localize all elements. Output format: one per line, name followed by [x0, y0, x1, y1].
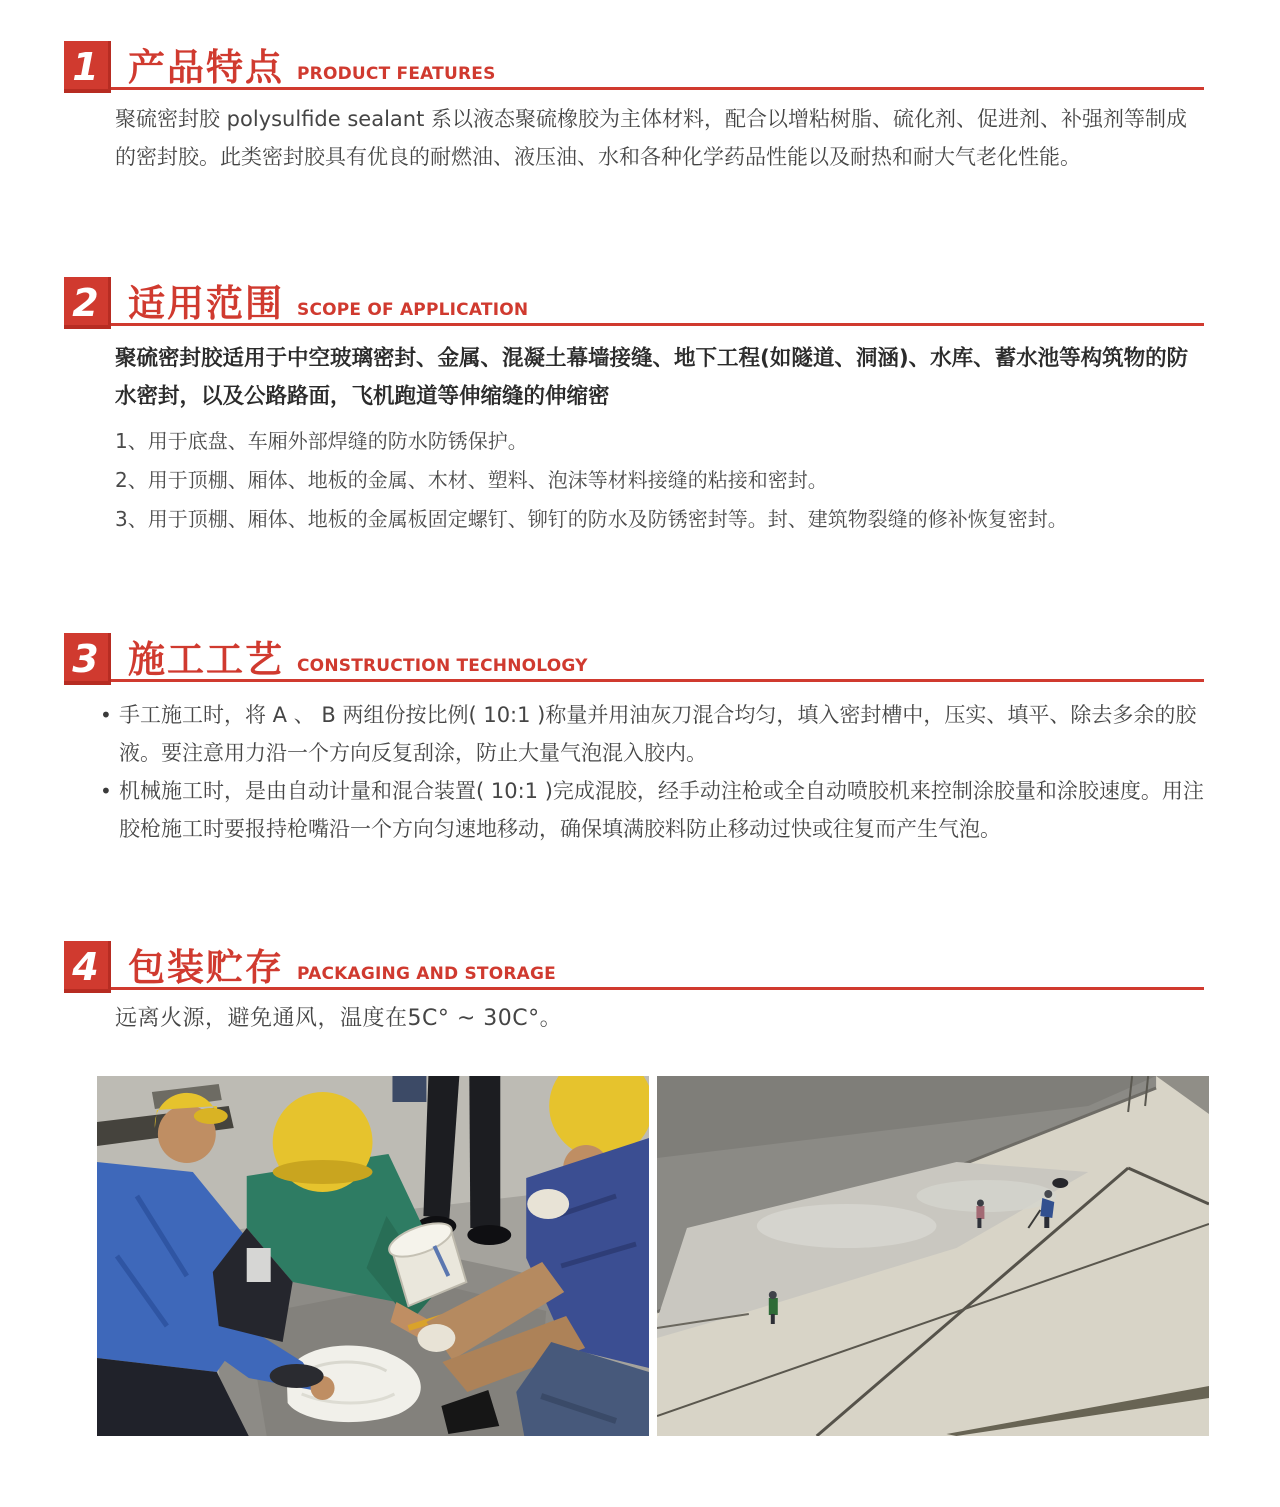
section-title-en: PRODUCT FEATURES — [297, 64, 496, 84]
section-number-badge — [64, 941, 111, 993]
section-paragraph: 聚硫密封胶 polysulfide sealant 系以液态聚硫橡胶为主体材料，配合以增粘树脂、硫化剂、促进剂、补强剂等制成的密封胶。此类密封胶具有优良的耐燃油、液压油、水和各种化学药品性能以及耐热和耐大气老化性能。 — [115, 107, 1188, 169]
section-construction-technology — [64, 632, 1204, 848]
section-title-en: PACKAGING AND STORAGE — [297, 964, 556, 984]
construction-steps-list — [100, 696, 1204, 848]
bullet-text: 机械施工时，是由自动计量和混合装置( 10:1 )完成混胶，经手动注枪或全自动喷胶机来控制涂胶量和涂胶速度。用注胶枪施工时要报持枪嘴沿一个方向匀速地移动，确保填满胶料防止移动过快或往复而产生气泡。 — [119, 779, 1204, 841]
section-header — [64, 632, 1204, 682]
workers-mixing-sealant-illustration — [97, 1076, 649, 1436]
section-number: 4 — [72, 945, 99, 989]
section-number-badge — [64, 277, 111, 329]
application-list — [115, 426, 1204, 534]
section-title-zh: 施工工艺 — [128, 638, 284, 681]
section-number: 3 — [72, 637, 99, 681]
bullet-item — [100, 696, 1204, 772]
photo-row — [97, 1076, 1204, 1436]
section-packaging-and-storage — [64, 940, 1204, 1038]
concrete-slope-illustration — [657, 1076, 1209, 1436]
section-header — [64, 40, 1204, 90]
list-item: 3、用于顶棚、厢体、地板的金属板固定螺钉、铆钉的防水及防锈密封等。封、建筑物裂缝的修补恢复密封。 — [115, 507, 1068, 531]
bullet-item — [100, 772, 1204, 848]
section-number: 2 — [72, 281, 99, 325]
list-item: 1、用于底盘、车厢外部焊缝的防水防锈保护。 — [115, 429, 528, 453]
section-number: 1 — [72, 45, 99, 89]
section-header — [64, 940, 1204, 990]
list-item: 2、用于顶棚、厢体、地板的金属、木材、塑料、泡沫等材料接缝的粘接和密封。 — [115, 468, 828, 492]
section-title-en: CONSTRUCTION TECHNOLOGY — [297, 656, 588, 676]
bullet-text: 手工施工时，将 A 、 B 两组份按比例( 10:1 )称量并用油灰刀混合均匀，填入密封槽中，压实、填平、除去多余的胶液。要注意用力沿一个方向反复刮涂，防止大量气泡混入胶内。 — [119, 703, 1197, 765]
section-lead-paragraph: 聚硫密封胶适用于中空玻璃密封、金属、混凝土幕墙接缝、地下工程(如隧道、洞涵)、水库、蓄水池等构筑物的防水密封，以及公路路面，飞机跑道等伸缩缝的伸缩密 — [115, 346, 1189, 409]
section-number-badge — [64, 633, 111, 685]
section-paragraph: 远离火源，避免通风，温度在5C° ~ 30C°。 — [115, 1006, 563, 1031]
section-product-features — [64, 40, 1204, 176]
workers-mixing-sealant-photo — [97, 1076, 649, 1436]
bullet-icon: • — [100, 703, 112, 727]
concrete-slope-workers-photo — [657, 1076, 1209, 1436]
section-header — [64, 276, 1204, 326]
section-title-zh: 包装贮存 — [128, 946, 284, 989]
section-title-zh: 产品特点 — [128, 46, 284, 89]
section-title-en: SCOPE OF APPLICATION — [297, 300, 529, 320]
bullet-icon: • — [100, 779, 112, 803]
section-scope-of-application — [64, 276, 1204, 534]
section-number-badge — [64, 41, 111, 93]
section-title-zh: 适用范围 — [128, 282, 284, 325]
